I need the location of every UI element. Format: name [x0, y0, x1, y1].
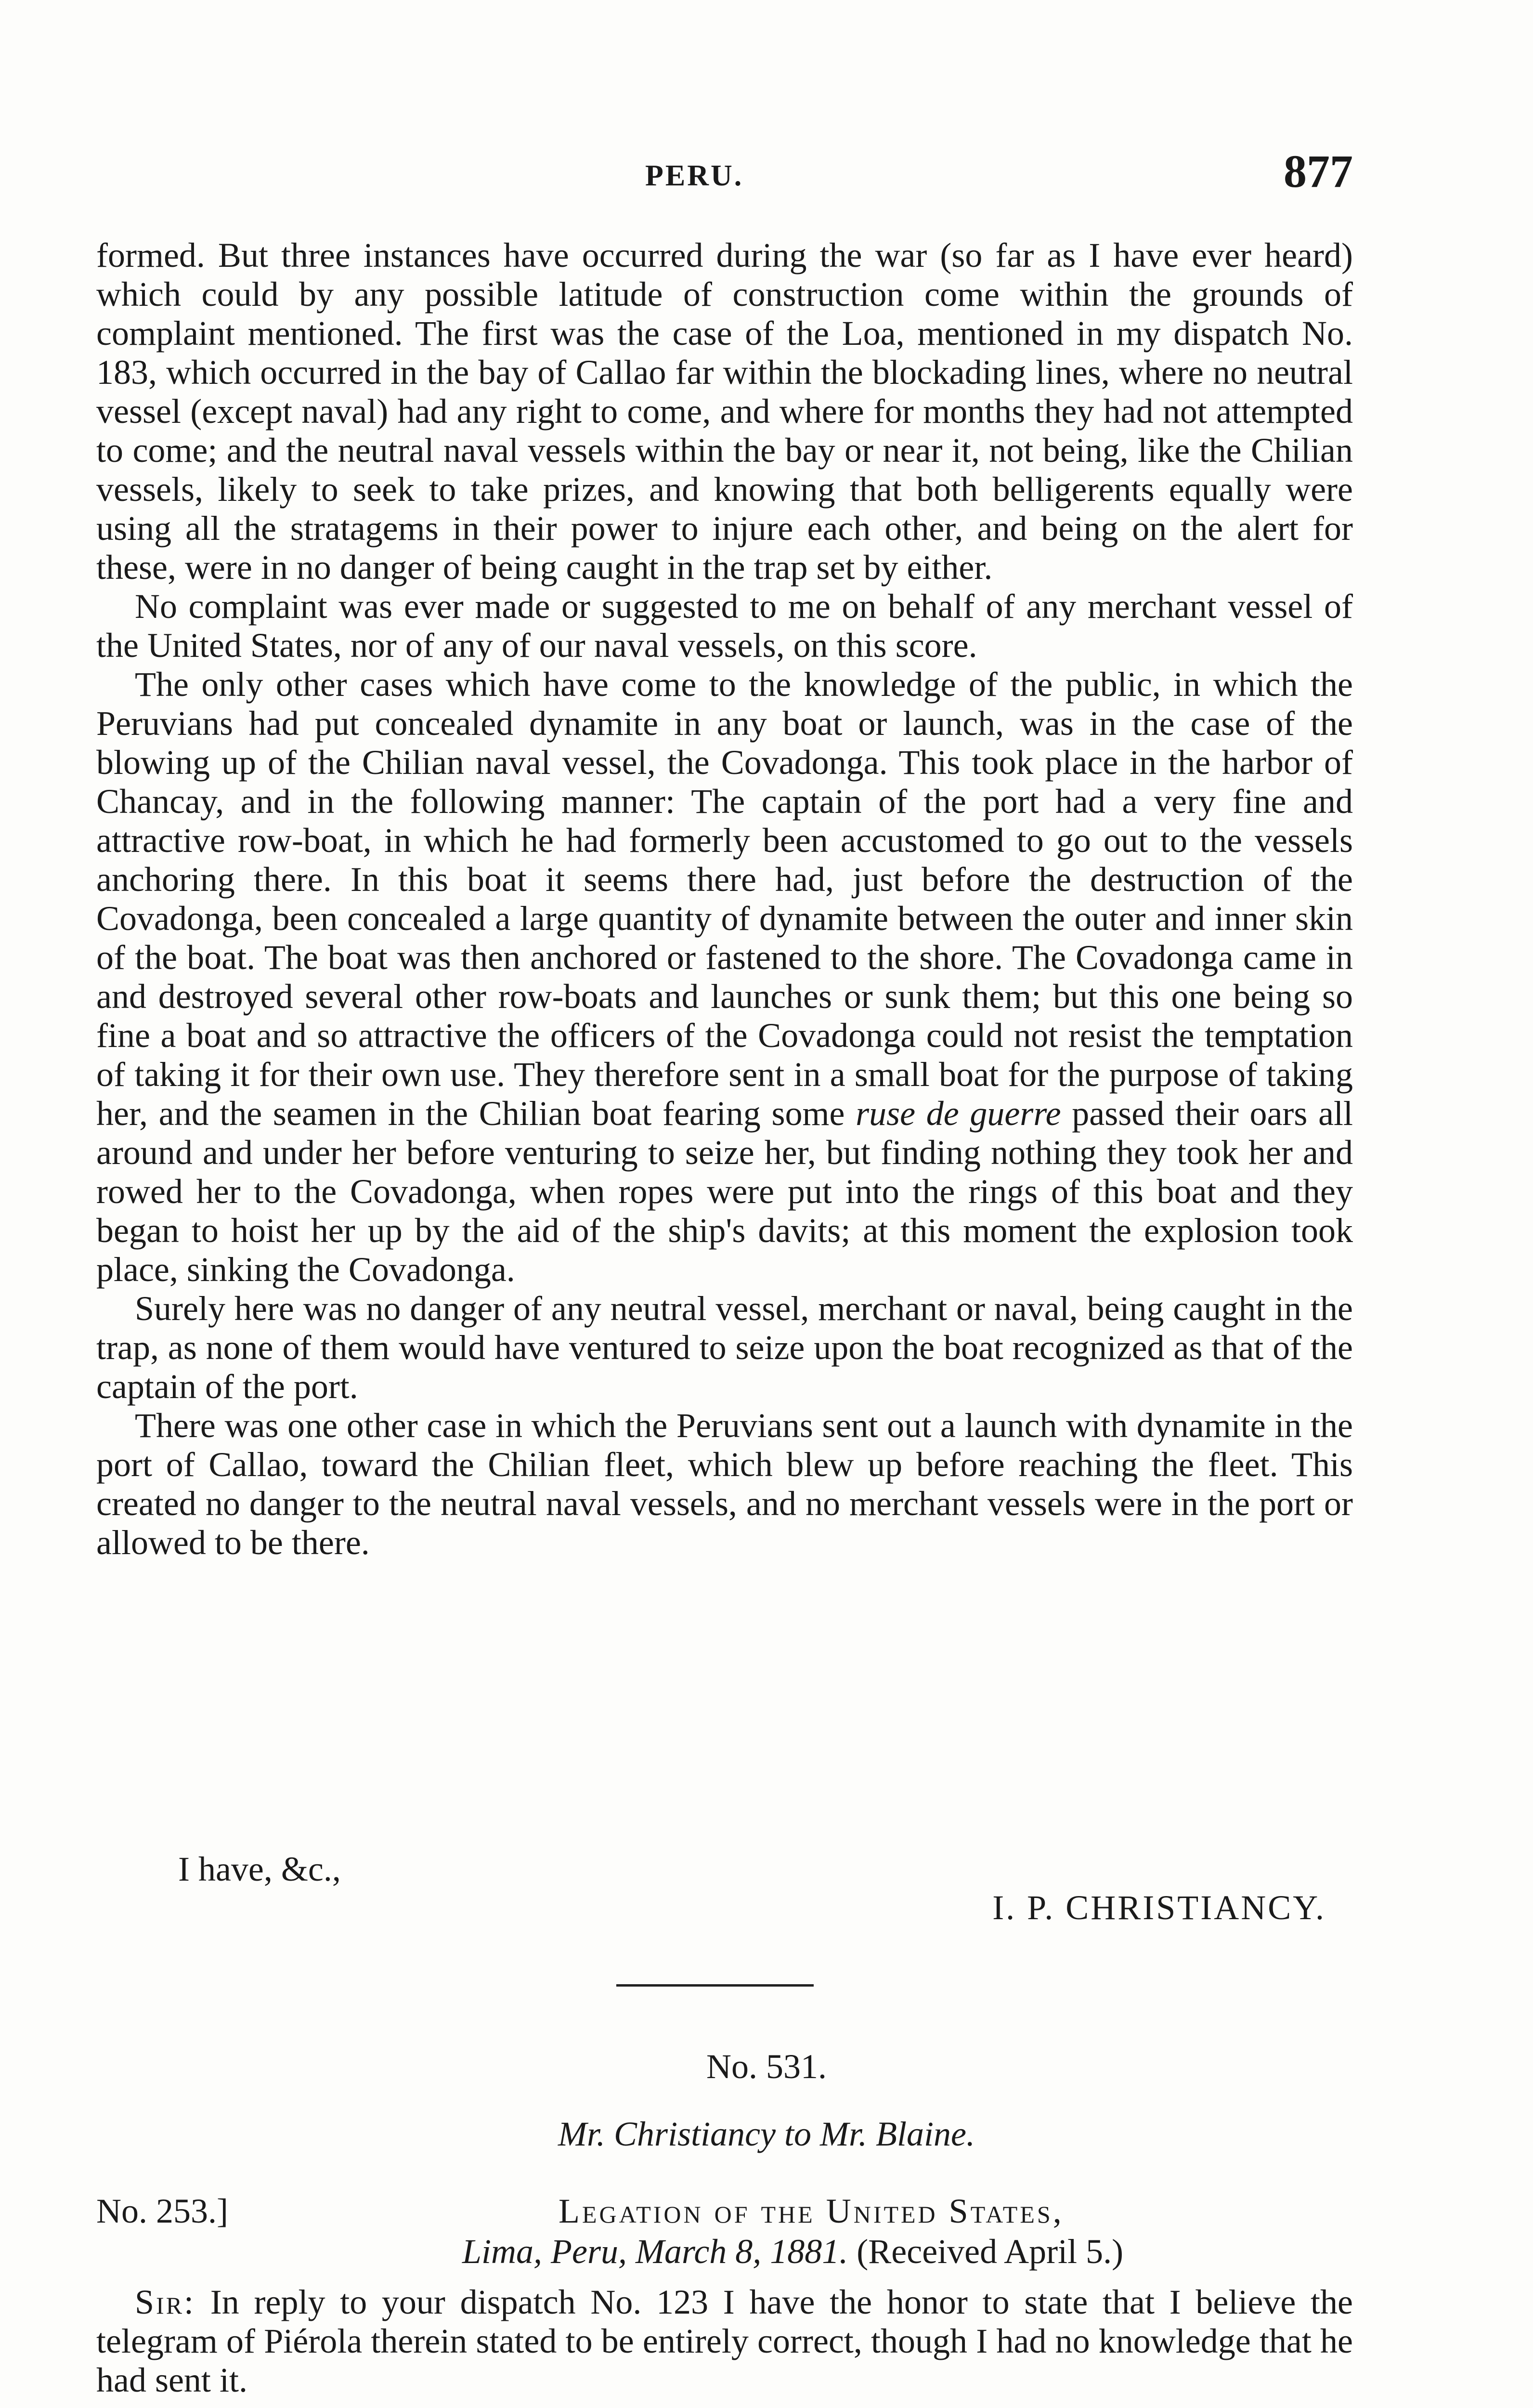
reference-row [96, 2191, 1353, 2273]
section-divider [616, 1984, 814, 1987]
paragraph-1: formed. But three instances have occurred during the war (so far as I have ever heard) which could by any possible latitude of construction come within the grounds of complaint mentioned. The first was the case of the Loa, mentioned in my dispatch No. 183, which occurred in the bay of Callao far within the blockading lines, where no neutral vessel (except naval) had any right to come, and where for months they had not attempted to come; and the neutral naval vessels within the bay or near it, not being, like the Chilian vessels, likely to seek to take prizes, and knowing that both belligerents equally were using all the stratagems in their power to injure each other, and being on the alert for these, were in no danger of being caught in the trap set by either. [96, 236, 1353, 587]
letter-text: In reply to your dispatch No. 123 I have the honor to state that I believe the telegram of Piérola therein stated to be entirely correct, though I had no knowledge that he had sent it. [96, 2283, 1353, 2399]
body-text [96, 236, 1353, 1562]
paragraph-3 [96, 665, 1353, 1289]
dateline [462, 2232, 1123, 2272]
letter-body [96, 2283, 1353, 2400]
place-date: Lima, Peru, March 8, 1881. [462, 2232, 848, 2271]
running-head: PERU. [645, 159, 744, 192]
document-number: No. 531. [706, 2047, 827, 2086]
page-number: 877 [1284, 145, 1353, 197]
received-date: (Received April 5.) [857, 2232, 1124, 2271]
signature: I. P. CHRISTIANCY. [992, 1888, 1326, 1927]
paragraph-3-text-b: passed their oars all around and under her before venturing to seize her, but finding nothing they took her and rowed her to the Covadonga, when ropes were put into the rings of this boat and they began to hoist her up by the aid of the ship's davits; at this moment the explosion took place, sinking the Covadonga. [96, 1094, 1353, 1289]
paragraph-2: No complaint was ever made or suggested to me on behalf of any merchant vessel of the United States, nor of any of our naval vessels, on this score. [96, 587, 1353, 665]
paragraph-5: There was one other case in which the Peruvians sent out a launch with dynamite in the port of Callao, toward the Chilian fleet, which blew up before reaching the fleet. This created no danger to the neutral naval vessels, and no merchant vessels were in the port or allowed to be there. [96, 1406, 1353, 1562]
closing-line: I have, &c., [178, 1850, 341, 1888]
page-header [96, 140, 1353, 197]
paragraph-3-text-a: The only other cases which have come to the knowledge of the public, in which the Peruvians had put concealed dynamite in any boat or launch, was in the case of the blowing up of the Chilian naval vessel, the Covadonga. This took place in the harbor of Chancay, and in the following manner: The captain of the port had a very fine and attractive row-boat, in which he had formerly been accustomed to go out to the vessels anchoring there. In this boat it seems there had, just before the destruction of the Covadonga, been concealed a large quantity of dynamite between the outer and inner skin of the boat. The boat was then anchored or fastened to the shore. The Covadonga came in and destroyed several other row-boats and launches or sunk them; but this one being so fine a boat and so attractive the officers of the Covadonga could not resist the temptation of taking it for their own use. They therefore sent in a small boat for the purpose of taking her, and the seamen in the Chilian boat fearing some [96, 665, 1353, 1133]
document-title: Mr. Christiancy to Mr. Blaine. [558, 2115, 975, 2153]
legation-heading: Legation of the United States, [559, 2192, 1064, 2230]
dispatch-reference: No. 253.] [96, 2192, 228, 2230]
paragraph-4: Surely here was no danger of any neutral vessel, merchant or naval, being caught in the trap, as none of them would have ventured to seize upon the boat recognized as that of the captain of the port. [96, 1289, 1353, 1406]
italic-phrase: ruse de guerre [856, 1094, 1061, 1133]
letter-paragraph [96, 2283, 1353, 2400]
salutation: Sir: [135, 2283, 196, 2321]
